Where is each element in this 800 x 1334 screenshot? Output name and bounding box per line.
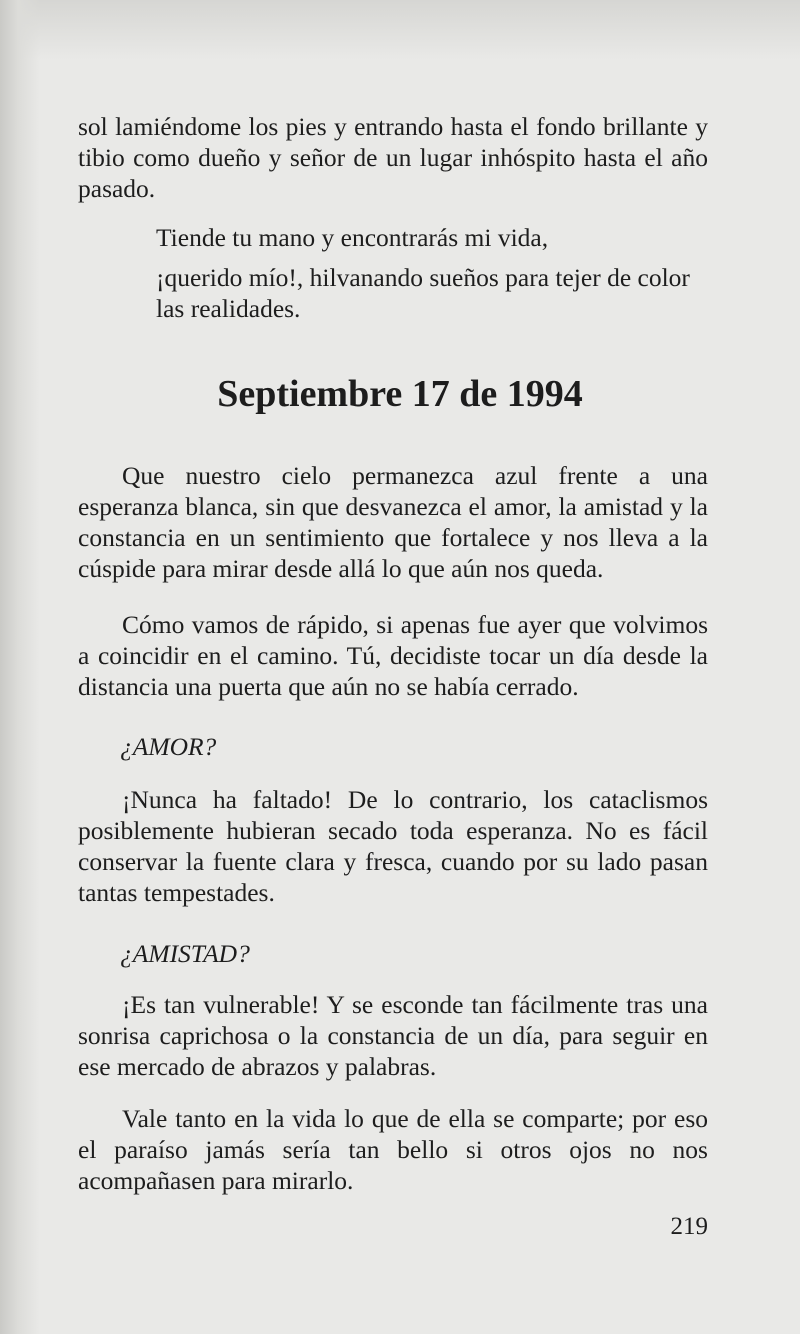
page-top-shadow [0,0,800,60]
paragraph-nunca: ¡Nunca ha faltado! De lo contrario, los cataclismos posiblemente hubieran secado toda esperanza. No es fácil conservar la fuente clara y fresca, cuando por su lado pasan tantas tempestades. [78,785,708,907]
paragraph-esperanza: Que nuestro cielo permanezca azul frente a una esperanza blanca, sin que desvanezca el amor, la amistad y la constancia en un sentimiento que fortalece y nos lleva a la cúspide para mirar desde allá lo que aún nos queda. [78,461,708,583]
page-gutter-shadow [0,0,40,1334]
label-amor: ¿AMOR? [120,732,217,761]
page-number: 219 [670,1213,708,1240]
paragraph-intro: sol lamiéndome los pies y entrando hasta el fondo brillante y tibio como dueño y señor de un lugar inhóspito hasta el año pasado. [78,112,708,203]
paragraph-rapido: Cómo vamos de rápido, si apenas fue ayer que volvimos a coincidir en el camino. Tú, decidiste tocar un día desde la distancia una puerta que aún no se había cerrado. [78,610,708,701]
poem-line-2: ¡querido mío!, hilvanando sueños para tejer de color las realidades. [156,263,690,323]
poem-line-1: Tiende tu mano y encontrarás mi vida, [156,223,549,252]
label-amistad: ¿AMISTAD? [120,939,250,968]
paragraph-vulnerable: ¡Es tan vulnerable! Y se esconde tan fácilmente tras una sonrisa caprichosa o la constancia de un día, para seguir en ese mercado de abrazos y palabras. [78,990,708,1081]
section-heading: Septiembre 17 de 1994 [217,373,583,415]
paragraph-vale: Vale tanto en la vida lo que de ella se comparte; por eso el paraíso jamás sería tan bello si otros ojos no nos acompañasen para mirarlo. [78,1104,708,1195]
